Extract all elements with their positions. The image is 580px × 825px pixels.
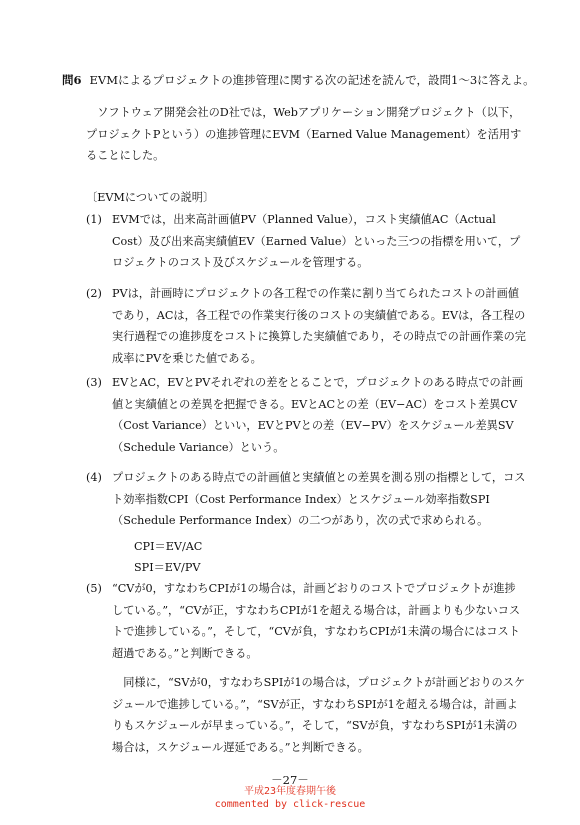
item-number: (5) — [86, 582, 102, 595]
item-1 — [86, 209, 526, 274]
question-number: 問6 — [62, 73, 82, 87]
question-text: EVMによるプロジェクトの進捗管理に関する次の記述を読んで，設問1～3に答えよ。 — [89, 73, 535, 87]
item-2 — [86, 283, 526, 369]
section-title: 〔EVMについての説明〕 — [86, 191, 215, 204]
commented-by-stamp: commented by click-rescue — [214, 799, 366, 810]
item-text: プロジェクトのある時点での計画値と実績値との差異を測る別の指標として，コスト効率指数CPI（Cost Performance Index）とスケジュール効率指数SPI（Schedule Performance Index）の二つがあり，次の式で求められる。 — [112, 471, 526, 527]
item-text: EVMでは，出来高計画値PV（Planned Value），コスト実績値AC（Actual Cost）及び出来高実績値EV（Earned Value）といった三つの指標を用いて，プロジェクトのコスト及びスケジュールを管理する。 — [112, 213, 521, 269]
item-number: (1) — [86, 213, 102, 226]
exam-session-stamp: 平成23年度春期午後 — [243, 786, 337, 797]
formula-cpi: CPI＝EV/AC — [134, 540, 203, 553]
item-3 — [86, 372, 526, 458]
similarly-paragraph: 同様に，“SVが0，すなわちSPIが1の場合は，プロジェクトが計画どおりのスケジュールで進捗している。”，“SVが正，すなわちSPIが1を超える場合は，計画よりもスケジュールが早まっている。”，そして，“SVが負，すなわちSPIが1未満の場合は，スケジュール遅延である。”と判断できる。 — [112, 676, 526, 754]
item-text: PVは，計画時にプロジェクトの各工程での作業に割り当てられたコストの計画値であり，ACは，各工程での作業実行後のコストの実績値である。EVは，各工程の実行過程での進捗度をコストに換算した実績値であり，その時点での計画作業の完成率にPVを乗じた値である。 — [112, 287, 526, 365]
intro-paragraph: ソフトウェア開発会社のD社では，Webアプリケーション開発プロジェクト（以下，プロジェクトPという）の進捗管理にEVM（Earned Value Management）を活用することにした。 — [86, 106, 522, 162]
item-number: (4) — [86, 471, 102, 484]
item-number: (3) — [86, 376, 102, 389]
item-5 — [86, 578, 526, 664]
item-text: EVとAC，EVとPVそれぞれの差をとることで，プロジェクトのある時点での計画値と実績値との差異を把握できる。EVとACとの差（EV−AC）をコスト差異CV（Cost Variance）といい，EVとPVとの差（EV−PV）をスケジュール差異SV（Schedule Variance）という。 — [112, 376, 524, 454]
formula-spi: SPI＝EV/PV — [134, 561, 201, 574]
item-number: (2) — [86, 287, 102, 300]
question-heading — [62, 72, 557, 89]
item-4 — [86, 467, 526, 532]
item-text: “CVが0，すなわちCPIが1の場合は，計画どおりのコストでプロジェクトが進捗している。”，“CVが正，すなわちCPIが1を超える場合は，計画よりも少ないコストで進捗している。”，そして，“CVが負，すなわちCPIが1未満の場合にはコスト超過である。”と判断できる。 — [112, 582, 521, 660]
page-number: －27－ — [271, 773, 309, 787]
